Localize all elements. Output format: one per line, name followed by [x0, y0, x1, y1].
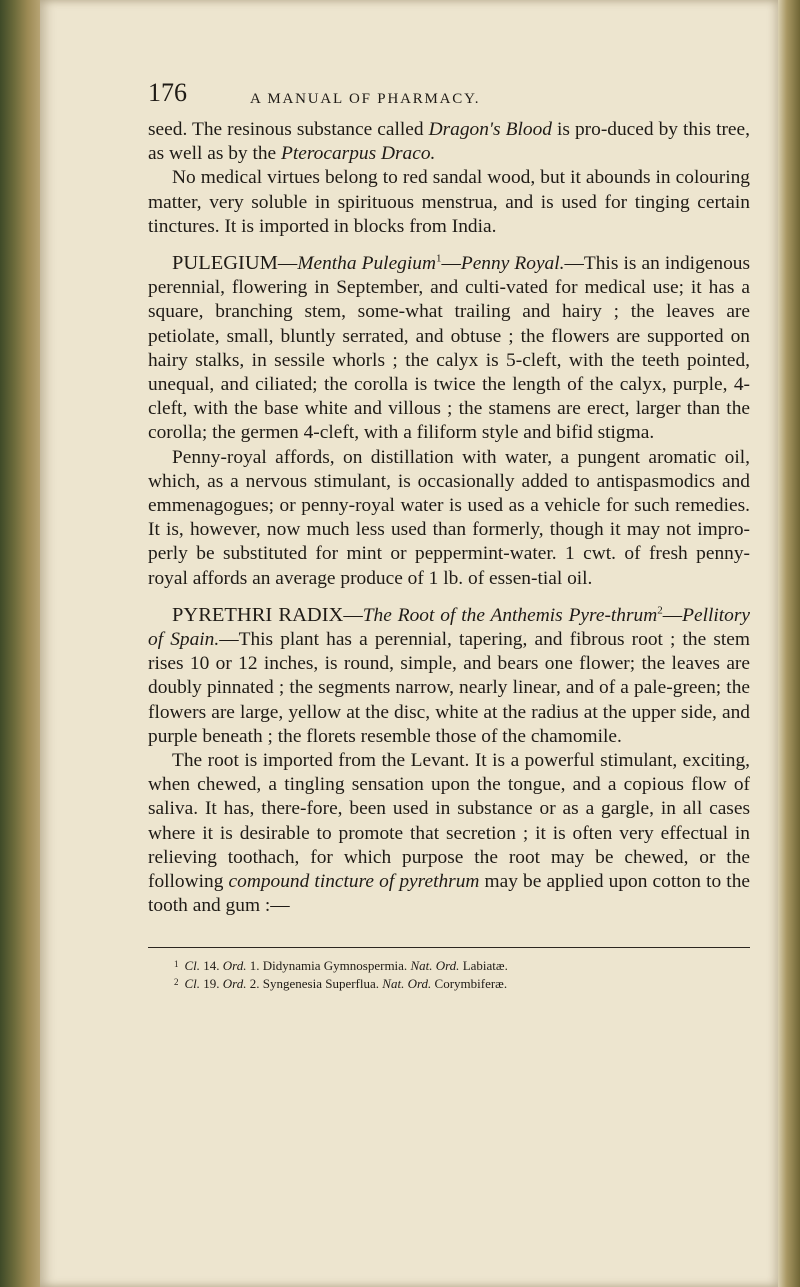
footnote-value: 2. Syngenesia Superflua. [246, 975, 383, 991]
dash: — [277, 253, 298, 275]
text-span: may be applied upon cotton to the tooth and gum :— [148, 871, 750, 917]
dash: — [662, 604, 683, 626]
page-number: 176 [148, 78, 187, 107]
italic-term: Dragon's Blood [428, 119, 552, 140]
latin-name: Mentha Pulegium [297, 253, 436, 275]
paragraph-sandal-wood: No medical virtues belong to red sandal wood, but it abounds in colouring matter, very soluble in spirituous menstrua, and is used for tinging certain tinctures. It is imported in blocks from India. [148, 167, 750, 237]
text-span: seed. The resinous substance called [148, 119, 429, 140]
footnote-label: Nat. Ord. [382, 975, 432, 991]
footnote-label: Ord. [222, 975, 247, 991]
page-header [148, 78, 750, 118]
latin-name: The Root of the Anthemis Pyre-thrum [362, 604, 658, 626]
entry-term: PULEGIUM [172, 252, 278, 275]
footnote-label: Cl. [184, 975, 201, 991]
paragraph-dragons-blood [148, 118, 750, 166]
entry-pulegium [148, 251, 750, 446]
italic-term: compound tincture of pyrethrum [228, 871, 480, 893]
entry-pyrethri [148, 603, 750, 749]
entry-description: —This plant has a perennial, tapering, and fibrous root ; the stem rises 10 or 12 inches, is round, simple, and bears one flower; the leaves are doubly pinnated ; the segments narrow, nearly linear, and of a pale-green; the flowers are large, yellow at the disc, white at the radius at the upper side, and purple beneath ; the florets resemble those of the chamomile. [148, 629, 750, 747]
entry-description: —This is an indigenous perennial, flowering in September, and culti-vated for medical use; it has a square, branching stem, some-what trailing and hairy ; the leaves are petiolate, small, bluntly serrated, and obtuse ; the flowers are supported on hairy stalks, in sessile whorls ; the calyx is 5-cleft, with the teeth pointed, unequal, and ciliated; the corolla is twice the length of the calyx, purple, 4-cleft, with the base white and villous ; the stamens are erect, larger than the corolla; the germen 4-cleft, with a filiform style and bifid stigma. [148, 253, 751, 444]
paragraph-penny-royal: Penny-royal affords, on distillation with water, a pungent aromatic oil, which, as a nervous stimulant, is occasionally added to antispasmodics and emmenagogues; or penny-royal water is used as a vehicle for such remedies. It is, however, now much less used than formerly, though it may not impro-perly be substituted for mint or peppermint-water. 1 cwt. of fresh penny-royal affords an average produce of 1 lb. of essen-tial oil. [148, 446, 750, 589]
footnote-label: Ord. [222, 957, 247, 973]
italic-term: Pterocarpus Draco. [281, 143, 436, 165]
dash: — [343, 604, 363, 626]
paragraph-pyrethrum-root [148, 749, 750, 918]
page-content [148, 78, 750, 992]
book-page [40, 0, 778, 1287]
running-head: A MANUAL OF PHARMACY. [250, 91, 481, 107]
footnote-1 [148, 956, 750, 974]
common-name: Pellitory of Spain. [148, 604, 750, 651]
common-name: Penny Royal. [460, 253, 565, 275]
page-edge-right [778, 0, 800, 1287]
dash: — [441, 253, 461, 275]
footnote-ref: 1 [435, 252, 442, 265]
footnote-ref: 2 [657, 604, 663, 617]
footnote-label: Nat. Ord. [410, 957, 460, 973]
footnotes [148, 947, 750, 992]
footnote-2 [148, 974, 750, 992]
footnote-value: 19. [200, 975, 223, 991]
footnote-mark: 1 [174, 958, 179, 969]
footnote-value: 1. Didynamia Gymnospermia. [246, 957, 411, 973]
text-span: The root is imported from the Levant. It is a powerful stimulant, exciting, when chewed, a tingling sensation upon the tongue, and a copious flow of saliva. It has, there-fore, been used in substance or as a gargle, in all cases where it is desirable to promote that secretion ; it is often very effectual in relieving toothach, for which purpose the root may be chewed, or the following [148, 750, 750, 893]
footnote-value: 14. [200, 957, 223, 973]
footnote-mark: 2 [174, 976, 179, 987]
binding-gutter-left [0, 0, 40, 1287]
footnote-value: Corymbiferæ. [431, 975, 508, 991]
text-span: is pro-duced by this tree, as well as by the [148, 119, 750, 165]
footnote-label: Cl. [184, 957, 201, 973]
entry-term: PYRETHRI RADIX [172, 603, 344, 626]
footnote-value: Labiatæ. [459, 957, 508, 973]
